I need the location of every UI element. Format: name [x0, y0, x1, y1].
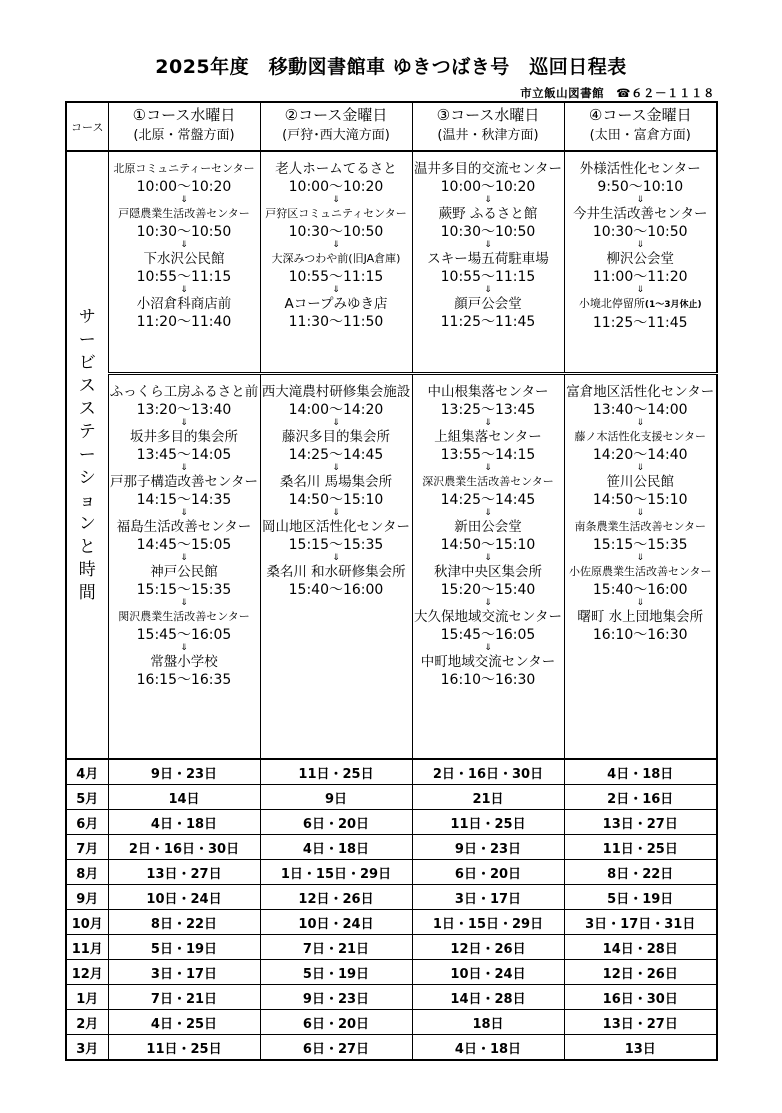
stop-name-text: 小境北停留所: [578, 297, 645, 310]
stop-time: 13:40～14:00: [592, 401, 688, 418]
stop-name: [565, 205, 717, 223]
visit-days: 14日・28日: [412, 985, 564, 1010]
stop-time: 11:30～11:50: [288, 314, 384, 330]
stop-name-text: スキー場五荷駐車場: [427, 251, 549, 267]
stop-name-text: 蕨野 ふるさと館: [438, 206, 538, 222]
down-arrow-icon: ⇓: [180, 552, 188, 563]
stop-name: [261, 205, 412, 223]
stop-name: [261, 295, 412, 313]
stop-name-text: 関沢農業生活改善センター: [118, 609, 250, 623]
visit-days: 21日: [412, 785, 564, 810]
visit-days: 7日・21日: [260, 935, 412, 960]
down-arrow-icon: ⇓: [484, 285, 492, 295]
stop-name: [261, 160, 412, 178]
side-label-char: サ: [78, 306, 96, 327]
stop-time: 13:55～14:15: [440, 446, 536, 463]
visit-days: 11日・25日: [564, 835, 717, 860]
down-arrow-icon: ⇓: [636, 240, 645, 250]
course-name: ②コース金曜日: [284, 106, 388, 124]
visit-days: 4日・25日: [108, 1010, 260, 1035]
month-label: 3月: [66, 1035, 108, 1061]
visit-days: 16日・30日: [564, 985, 717, 1010]
month-label: 10月: [66, 910, 108, 935]
stop-name-text: 戸那子構造改善センター: [110, 473, 258, 490]
course-name: ④コース金曜日: [588, 106, 692, 124]
course-2-header: [260, 102, 412, 151]
stop-name-text: 中町地域交流センター: [420, 653, 556, 670]
stop-name-text: 常盤小学校: [150, 653, 218, 670]
stop-name: [565, 563, 717, 581]
stop-time: 10:00～10:20: [136, 179, 232, 195]
month-label: 8月: [66, 860, 108, 885]
month-row: [66, 810, 717, 835]
stop-name: [109, 428, 260, 446]
visit-days: 13日: [564, 1035, 717, 1061]
month-row: [66, 759, 717, 785]
stop-name: [565, 250, 717, 268]
side-label-char: ス: [78, 398, 96, 419]
visit-days: 11日・25日: [412, 810, 564, 835]
visit-days: 14日・28日: [564, 935, 717, 960]
down-arrow-icon: ⇓: [332, 285, 340, 295]
visit-days: 8日・22日: [108, 910, 260, 935]
visit-days: 4日・18日: [108, 810, 260, 835]
down-arrow-icon: ⇓: [636, 417, 645, 428]
stop-name-text: 北原コミュニティーセンター: [113, 162, 255, 175]
month-label: 7月: [66, 835, 108, 860]
visit-days: 13日・27日: [108, 860, 260, 885]
stop-name: [413, 473, 564, 491]
side-label-char: ス: [78, 375, 96, 396]
down-arrow-icon: ⇓: [332, 507, 340, 518]
stop-time: 14:15～14:35: [136, 491, 232, 508]
down-arrow-icon: ⇓: [484, 507, 492, 518]
month-label: 1月: [66, 985, 108, 1010]
afternoon-row: [66, 373, 717, 759]
side-label-char: ー: [78, 329, 96, 350]
side-label-char: 間: [78, 582, 96, 603]
stop-time: 16:10～16:30: [440, 671, 536, 688]
visit-days: 10日・24日: [260, 910, 412, 935]
stop-name-text: 桑名川 和水研修集会所: [266, 563, 406, 580]
stop-time: 10:30～10:50: [592, 224, 688, 240]
stop-name-text: 曙町 水上団地集会所: [577, 608, 704, 625]
visit-days: 6日・20日: [260, 1010, 412, 1035]
down-arrow-icon: ⇓: [484, 417, 492, 428]
down-arrow-icon: ⇓: [332, 417, 340, 428]
visit-days: 2日・16日: [564, 785, 717, 810]
month-label: 12月: [66, 960, 108, 985]
stop-name-text: 温井多目的交流センター: [414, 161, 562, 177]
stop-name: [109, 160, 260, 178]
month-row: [66, 985, 717, 1010]
stop-time: 14:20～14:40: [592, 446, 688, 463]
stop-name: [261, 428, 412, 446]
stop-name: [109, 653, 260, 671]
page-title: 2025年度 移動図書館車 ゆきつばき号 巡回日程表: [155, 56, 627, 78]
stop-name-text: 柳沢公会堂: [606, 251, 674, 267]
course-name: ①コース水曜日: [132, 106, 236, 124]
visit-days: 11日・25日: [108, 1035, 260, 1061]
stop-name-text: 小沼倉科商店前: [136, 296, 232, 312]
stop-time: 14:00～14:20: [288, 401, 384, 418]
down-arrow-icon: ⇓: [180, 507, 188, 518]
stop-name: [565, 518, 717, 536]
course-area: (戸狩･西大滝方面): [282, 128, 390, 143]
stop-time: 16:10～16:30: [592, 626, 688, 643]
stop-name: [109, 205, 260, 223]
stop-name: [109, 518, 260, 536]
stop-time: 11:20～11:40: [136, 314, 232, 330]
stop-name-text: 下水沢公民館: [143, 251, 225, 267]
visit-days: 18日: [412, 1010, 564, 1035]
stop-time: 10:30～10:50: [440, 224, 536, 240]
stop-name: [261, 518, 412, 536]
stop-name-text: 戸狩区コミュニティセンター: [265, 207, 407, 220]
stop-name: [109, 295, 260, 313]
down-arrow-icon: ⇓: [636, 462, 645, 473]
course-column-label: コース: [66, 102, 108, 151]
down-arrow-icon: ⇓: [636, 552, 645, 563]
stop-time: 10:00～10:20: [440, 179, 536, 195]
course-4-header: [564, 102, 717, 151]
morning-row: [66, 151, 717, 373]
side-label-char: ョ: [78, 490, 96, 511]
stop-name: [413, 608, 564, 626]
side-label-char: と: [78, 536, 96, 557]
stop-name: [109, 608, 260, 626]
stop-name: [565, 473, 717, 491]
stop-time: 15:40～16:00: [288, 581, 384, 598]
stop-time: 9:50～10:10: [597, 179, 684, 195]
stop-time: 14:50～15:10: [440, 536, 536, 553]
month-label: 5月: [66, 785, 108, 810]
stop-time: 15:15～15:35: [592, 536, 688, 553]
stop-name-text: 藤沢多目的集会所: [282, 428, 390, 445]
library-contact: 市立飯山図書館 ☎６２－１１１８: [520, 86, 715, 100]
stop-name-text: 福島生活改善センター: [116, 518, 252, 535]
stop-name: [413, 160, 564, 178]
month-row: [66, 785, 717, 810]
visit-days: 10日・24日: [108, 885, 260, 910]
down-arrow-icon: ⇓: [332, 462, 340, 473]
stop-name-text: 小佐原農業生活改善センター: [568, 564, 712, 578]
stop-name-text: 深沢農業生活改善センター: [422, 474, 554, 488]
visit-days: 4日・18日: [412, 1035, 564, 1061]
stop-name: [565, 383, 717, 401]
down-arrow-icon: ⇓: [180, 195, 188, 205]
month-row: [66, 960, 717, 985]
visit-days: 6日・20日: [260, 810, 412, 835]
course-2-morning: [260, 151, 412, 373]
visit-days: 5日・19日: [564, 885, 717, 910]
course-name: ③コース水曜日: [436, 106, 540, 124]
course-3-header: [412, 102, 564, 151]
stop-name-text: 岡山地区活性化センター: [262, 518, 410, 535]
stop-name: [261, 473, 412, 491]
month-label: 2月: [66, 1010, 108, 1035]
side-label-char: 時: [78, 559, 96, 580]
visit-days: 4日・18日: [260, 835, 412, 860]
stop-name-text: 笹川公民館: [606, 473, 674, 490]
visit-days: 12日・26日: [260, 885, 412, 910]
stop-time: 15:45～16:05: [136, 626, 232, 643]
visit-days: 9日・23日: [412, 835, 564, 860]
stop-name: [565, 295, 717, 314]
down-arrow-icon: ⇓: [636, 507, 645, 518]
stop-time: 11:25～11:45: [440, 314, 536, 330]
stop-name: [565, 608, 717, 626]
month-label: 6月: [66, 810, 108, 835]
course-1-afternoon: [108, 373, 260, 759]
down-arrow-icon: ⇓: [180, 597, 188, 608]
down-arrow-icon: ⇓: [636, 285, 645, 295]
stop-name: [109, 563, 260, 581]
stop-name-text: 桑名川 馬場集会所: [279, 473, 393, 490]
stop-name-text: 新田公会堂: [454, 518, 522, 535]
visit-days: 11日・25日: [260, 759, 412, 785]
stop-name-text: 中山根集落センター: [427, 383, 549, 400]
stop-name-text: 南条農業生活改善センター: [574, 519, 707, 533]
down-arrow-icon: ⇓: [484, 597, 492, 608]
visit-days: 14日: [108, 785, 260, 810]
visit-days: 3日・17日・31日: [564, 910, 717, 935]
stop-name: [565, 428, 717, 446]
stop-time: 13:20～13:40: [136, 401, 232, 418]
stop-name: [413, 518, 564, 536]
stop-name-text: 富倉地区活性化センター: [566, 383, 715, 400]
stop-time: 15:45～16:05: [440, 626, 536, 643]
stop-name: [413, 653, 564, 671]
stop-time: 11:00～11:20: [592, 269, 688, 285]
visit-days: 2日・16日・30日: [108, 835, 260, 860]
down-arrow-icon: ⇓: [484, 552, 492, 563]
stop-name: [413, 428, 564, 446]
side-label-char: ー: [78, 444, 96, 465]
stop-name: [109, 250, 260, 268]
visit-days: 3日・17日: [108, 960, 260, 985]
course-2-afternoon: [260, 373, 412, 759]
down-arrow-icon: ⇓: [180, 462, 188, 473]
down-arrow-icon: ⇓: [636, 195, 645, 205]
stop-time: 11:25～11:45: [592, 315, 688, 331]
stop-name-text: 戸隠農業生活改善センター: [118, 207, 250, 220]
month-row: [66, 935, 717, 960]
stop-name-text: 藤ノ木活性化支援センター: [574, 429, 707, 443]
stop-name-text: 神戸公民館: [150, 563, 218, 580]
stop-time: 14:25～14:45: [288, 446, 384, 463]
stop-time: 14:45～15:05: [136, 536, 232, 553]
month-row: [66, 885, 717, 910]
side-label-char: ン: [78, 513, 96, 534]
stop-name: [413, 250, 564, 268]
stop-time: 14:25～14:45: [440, 491, 536, 508]
stop-name-text: ふっくら工房ふるさと前: [109, 383, 259, 400]
stop-time: 14:50～15:10: [592, 491, 688, 508]
visit-days: 12日・26日: [564, 960, 717, 985]
visit-days: 10日・24日: [412, 960, 564, 985]
visit-days: 2日・16日・30日: [412, 759, 564, 785]
stop-time: 10:55～11:15: [288, 269, 384, 285]
schedule-table: [65, 101, 718, 1061]
month-label: 11月: [66, 935, 108, 960]
stop-name-text: 大深みつわや前(旧JA倉庫): [271, 252, 401, 265]
visit-days: 8日・22日: [564, 860, 717, 885]
stop-name: [261, 563, 412, 581]
down-arrow-icon: ⇓: [332, 240, 340, 250]
course-area: (太田・富倉方面): [589, 128, 691, 143]
stop-time: 16:15～16:35: [136, 671, 232, 688]
month-row: [66, 1010, 717, 1035]
down-arrow-icon: ⇓: [180, 417, 188, 428]
visit-days: 6日・20日: [412, 860, 564, 885]
stop-name: [261, 383, 412, 401]
month-row: [66, 1035, 717, 1061]
course-3-afternoon: [412, 373, 564, 759]
course-area: (北原・常盤方面): [133, 128, 235, 143]
visit-days: 6日・27日: [260, 1035, 412, 1061]
stop-note: (1～3月休止): [644, 300, 702, 310]
stop-time: 10:55～11:15: [440, 269, 536, 285]
stop-name-text: 上組集落センター: [434, 428, 542, 445]
stop-name: [109, 473, 260, 491]
visit-days: 4日・18日: [564, 759, 717, 785]
stop-name-text: 今井生活改善センター: [573, 206, 708, 222]
month-label: 4月: [66, 759, 108, 785]
visit-days: 12日・26日: [412, 935, 564, 960]
stop-name-text: 顔戸公会堂: [454, 296, 522, 312]
stop-name-text: 秋津中央区集会所: [434, 563, 542, 580]
visit-days: 5日・19日: [260, 960, 412, 985]
visit-days: 1日・15日・29日: [260, 860, 412, 885]
side-label-char: テ: [78, 421, 96, 442]
side-label-char: ビ: [78, 352, 96, 373]
course-1-header: [108, 102, 260, 151]
visit-days: 9日・23日: [108, 759, 260, 785]
down-arrow-icon: ⇓: [484, 642, 492, 653]
visit-days: 7日・21日: [108, 985, 260, 1010]
stop-name-text: Aコープみゆき店: [284, 296, 388, 312]
stop-time: 10:00～10:20: [288, 179, 384, 195]
stop-name: [565, 160, 717, 178]
stop-name: [413, 205, 564, 223]
stop-time: 15:15～15:35: [288, 536, 384, 553]
course-header-row: [66, 102, 717, 151]
visit-days: 1日・15日・29日: [412, 910, 564, 935]
down-arrow-icon: ⇓: [332, 552, 340, 563]
stop-name-text: 大久保地域交流センター: [414, 608, 562, 625]
visit-days: 13日・27日: [564, 1010, 717, 1035]
month-row: [66, 860, 717, 885]
down-arrow-icon: ⇓: [484, 462, 492, 473]
visit-days: 5日・19日: [108, 935, 260, 960]
course-1-morning: [108, 151, 260, 373]
stop-time: 10:30～10:50: [136, 224, 232, 240]
stop-time: 13:25～13:45: [440, 401, 536, 418]
stop-name-text: 坂井多目的集会所: [130, 428, 238, 445]
stop-time: 14:50～15:10: [288, 491, 384, 508]
stop-name-text: 老人ホームてるさと: [275, 161, 397, 177]
down-arrow-icon: ⇓: [180, 642, 188, 653]
stop-time: 10:30～10:50: [288, 224, 384, 240]
stop-name-text: 西大滝農村研修集会施設: [261, 383, 411, 400]
stop-name-text: 外様活性化センター: [579, 161, 701, 177]
stop-name: [261, 250, 412, 268]
stop-time: 13:45～14:05: [136, 446, 232, 463]
down-arrow-icon: ⇓: [636, 597, 645, 608]
down-arrow-icon: ⇓: [484, 195, 492, 205]
stop-time: 10:55～11:15: [136, 269, 232, 285]
side-label-char: シ: [78, 467, 96, 488]
visit-days: 9日・23日: [260, 985, 412, 1010]
visit-days: 3日・17日: [412, 885, 564, 910]
visit-days: 13日・27日: [564, 810, 717, 835]
month-row: [66, 835, 717, 860]
stop-time: 15:40～16:00: [592, 581, 688, 598]
course-area: (温井・秋津方面): [437, 128, 539, 143]
course-4-morning: [564, 151, 717, 373]
down-arrow-icon: ⇓: [332, 195, 340, 205]
month-row: [66, 910, 717, 935]
course-4-afternoon: [564, 373, 717, 759]
down-arrow-icon: ⇓: [484, 240, 492, 250]
stop-time: 15:15～15:35: [136, 581, 232, 598]
stop-name: [413, 383, 564, 401]
visit-days: 9日: [260, 785, 412, 810]
stop-time: 15:20～15:40: [440, 581, 536, 598]
course-3-morning: [412, 151, 564, 373]
stop-name: [109, 383, 260, 401]
service-station-label: [66, 151, 108, 759]
stop-name: [413, 295, 564, 313]
down-arrow-icon: ⇓: [180, 285, 188, 295]
stop-name: [413, 563, 564, 581]
month-label: 9月: [66, 885, 108, 910]
down-arrow-icon: ⇓: [180, 240, 188, 250]
